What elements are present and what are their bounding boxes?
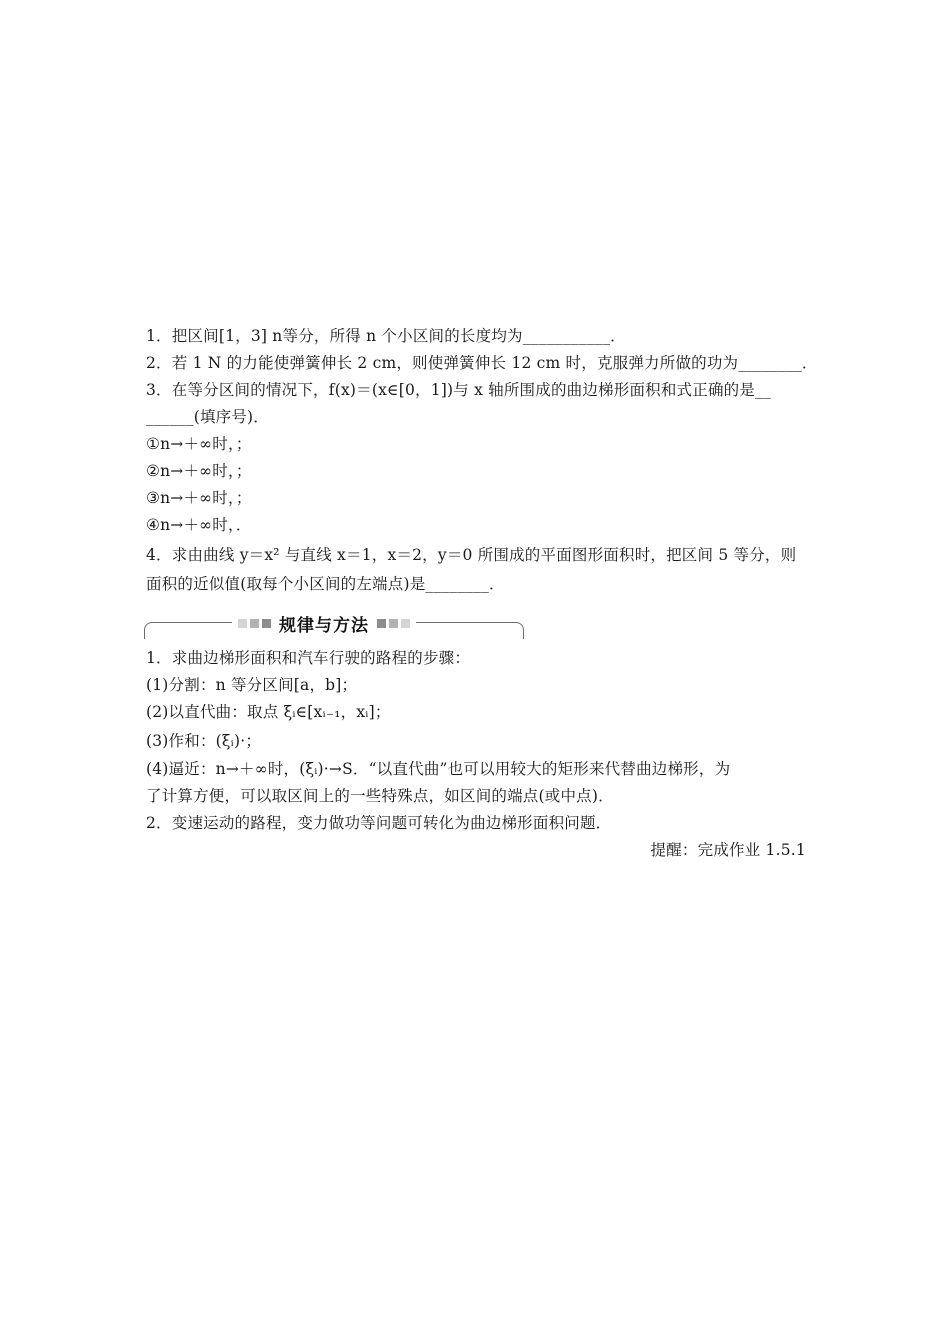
- reminder-text: 提醒：完成作业 1.5.1: [650, 841, 806, 859]
- exercise-1: 1．把区间[1，3] n等分，所得 n 个小区间的长度均为___________．: [146, 327, 626, 345]
- exercise-3-line-2: ______(填序号)．: [146, 408, 269, 426]
- exercise-4-line-2: 面积的近似值(取每个小区间的左端点)是________．: [146, 575, 505, 593]
- exercise-3-option-2: ②n→＋∞时，；: [146, 462, 252, 480]
- exercise-4-line-1: 4．求由曲线 y＝x² 与直线 x＝1，x＝2，y＝0 所围成的平面图形面积时，把区间 5 等分，则: [146, 546, 797, 564]
- method-step-1: (1)分割：n 等分区间[a，b]；: [146, 676, 358, 694]
- section-right-squares: [377, 619, 410, 628]
- method-step-4-line-2: 了计算方便，可以取区间上的一些特殊点，如区间的端点(或中点)．: [146, 787, 614, 805]
- method-2: 2．变速运动的路程，变力做功等问题可转化为曲边梯形面积问题．: [146, 814, 612, 832]
- method-step-3: (3)作和：(ξᵢ)·；: [146, 732, 262, 750]
- section-left-squares: [238, 619, 271, 628]
- method-1: 1．求曲边梯形面积和汽车行驶的路程的步骤：: [146, 649, 471, 667]
- section-title: 规律与方法: [279, 615, 369, 636]
- exercise-3-option-1: ①n→＋∞时，；: [146, 435, 252, 453]
- section-title-wrap: [232, 608, 416, 638]
- method-step-4-line-1: (4)逼近：n→＋∞时，(ξᵢ)·→S．“以直代曲”也可以用较大的矩形来代替曲边梯形，为: [146, 760, 731, 778]
- method-step-2: (2)以直代曲：取点 ξᵢ∈[xᵢ₋₁，xᵢ]；: [146, 703, 391, 721]
- exercise-3-option-4: ④n→＋∞时，．: [146, 516, 252, 534]
- exercise-2: 2．若 1 N 的力能使弹簧伸长 2 cm，则使弹簧伸长 12 cm 时，克服弹力所做的功为________．: [146, 354, 818, 372]
- section-header: [144, 606, 524, 640]
- exercise-3-option-3: ③n→＋∞时，；: [146, 489, 252, 507]
- exercise-3-line-1: 3．在等分区间的情况下，f(x)＝(x∈[0，1])与 x 轴所围成的曲边梯形面积和式正确的是__: [146, 381, 771, 399]
